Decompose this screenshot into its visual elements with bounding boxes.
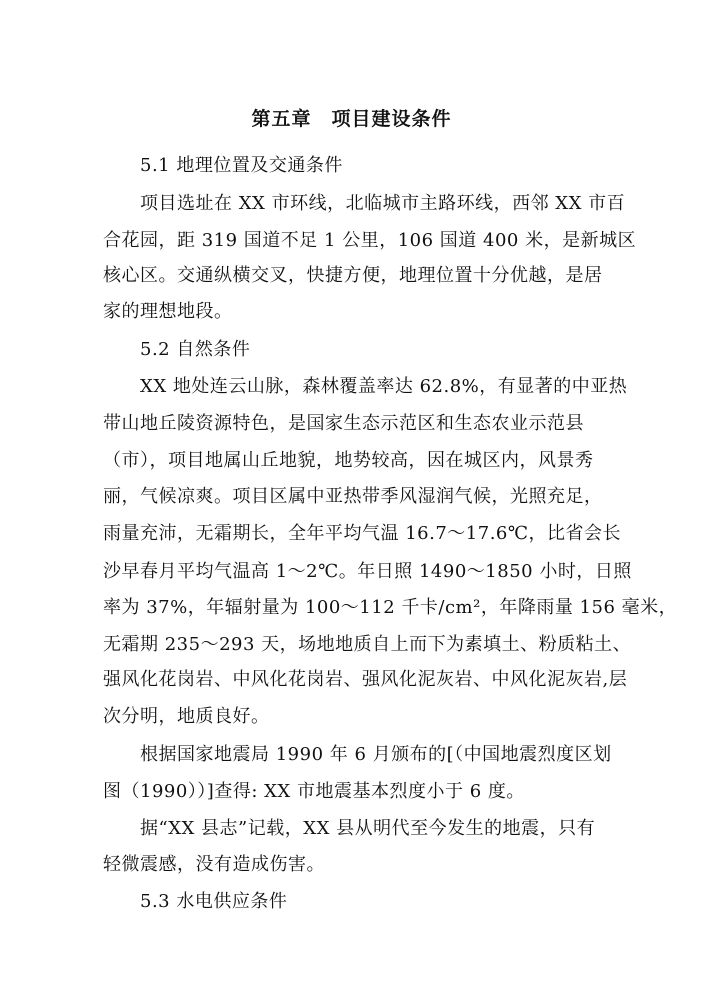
paragraph-line: XX 地处连云山脉，森林覆盖率达 62.8%，有显著的中亚热 xyxy=(140,376,628,397)
paragraph-line: 根据国家地震局 1990 年 6 月颁布的[（中国地震烈度区划 xyxy=(140,744,612,765)
paragraph-line: 项目选址在 XX 市环线，北临城市主路环线，西邻 XX 市百 xyxy=(140,193,626,214)
paragraph-line: 强风化花岗岩、中风化花岗岩、强风化泥灰岩、中风化泥灰岩,层 xyxy=(103,669,628,690)
section-heading-5-2: 5.2 自然条件 xyxy=(140,339,251,360)
paragraph-line: （市），项目地属山丘地貌，地势较高，因在城区内，风景秀 xyxy=(103,450,594,471)
paragraph-line: 合花园，距 319 国道不足 1 公里，106 国道 400 米，是新城区 xyxy=(103,230,637,251)
paragraph-line: 雨量充沛，无霜期长，全年平均气温 16.7～17.6℃，比省会长 xyxy=(103,523,622,544)
section-heading-5-3: 5.3 水电供应条件 xyxy=(140,891,288,912)
paragraph-line: 轻微震感，没有造成伤害。 xyxy=(103,854,325,875)
paragraph-line: 带山地丘陵资源特色，是国家生态示范区和生态农业示范县 xyxy=(103,413,584,434)
paragraph-line: 无霜期 235～293 天，场地地质自上而下为素填土、粉质粘土、 xyxy=(103,634,632,655)
paragraph-line: 家的理想地段。 xyxy=(103,301,233,322)
paragraph-line: 图（1990））]查得: XX 市地震基本烈度小于 6 度。 xyxy=(103,781,525,802)
section-heading-5-1: 5.1 地理位置及交通条件 xyxy=(140,155,343,176)
paragraph-line: 次分明，地质良好。 xyxy=(103,706,270,727)
chapter-title: 第五章 项目建设条件 xyxy=(251,108,452,130)
paragraph-line: 据“XX 县志”记载，XX 县从明代至今发生的地震，只有 xyxy=(140,818,596,839)
paragraph-line: 率为 37%，年辐射量为 100～112 千卡/cm²，年降雨量 156 毫米， xyxy=(103,597,678,618)
paragraph-line: 沙早春月平均气温高 1～2℃。年日照 1490～1850 小时，日照 xyxy=(103,561,632,582)
paragraph-line: 核心区。交通纵横交叉，快捷方便，地理位置十分优越，是居 xyxy=(103,265,603,286)
paragraph-line: 丽，气候凉爽。项目区属中亚热带季风湿润气候，光照充足， xyxy=(103,486,603,507)
